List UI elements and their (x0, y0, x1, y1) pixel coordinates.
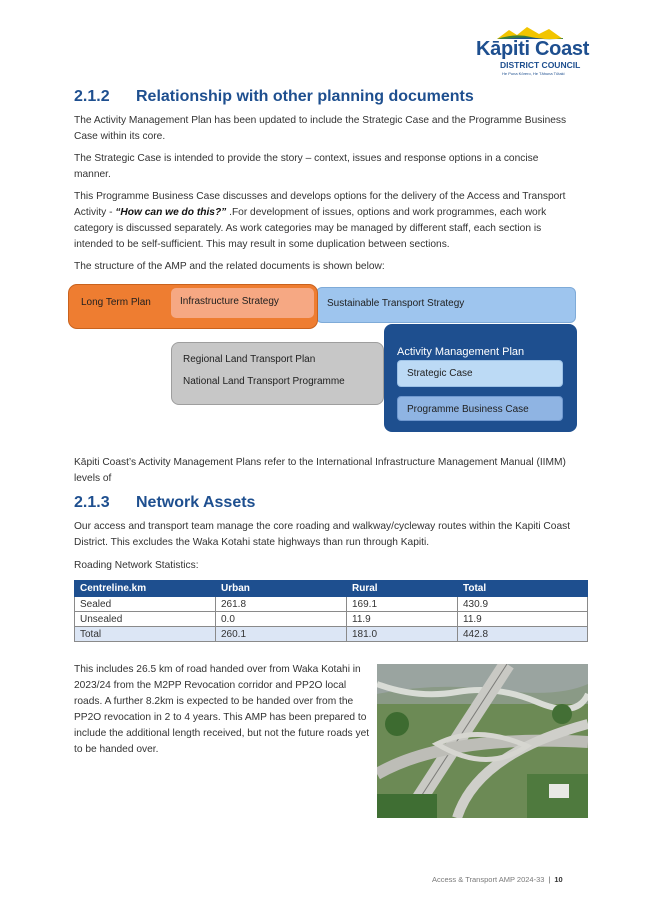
table-cell: Unsealed (75, 612, 216, 627)
paragraph: Kāpiti Coast’s Activity Management Plans refer to the International Infrastructure Management Manual (IIMM) levels of (74, 457, 566, 484)
paragraph: The Strategic Case is intended to provide the story – context, issues and response options in a concise manner. (74, 153, 539, 180)
strategic-case-box (397, 360, 563, 387)
section-number: 2.1.2 (74, 88, 110, 105)
section-title: Network Assets (136, 494, 256, 511)
infrastructure-strategy-box (171, 288, 314, 318)
table-cell: 0.0 (216, 612, 347, 627)
paragraph: The Activity Management Plan has been updated to include the Strategic Case and the Programme Business Case within its core. (74, 115, 567, 142)
footer-separator: | (548, 875, 551, 884)
column-header: Rural (347, 581, 458, 597)
box-title: Activity Management Plan (397, 346, 525, 358)
table-row (75, 627, 588, 642)
paragraph-text: .For development of issues, options and work programmes, each work category is discussed separately. As work categories may be managed by different staff, each section is intended to be self-sufficient. This may result in some duplication between sections. (74, 207, 547, 250)
box-label: Infrastructure Strategy (180, 296, 279, 307)
table-cell: 442.8 (458, 627, 588, 642)
table-cell: Total (75, 627, 216, 642)
table-cell: 11.9 (347, 612, 458, 627)
column-header: Total (458, 581, 588, 597)
page-footer (432, 875, 563, 884)
table-header-row (75, 581, 588, 597)
paragraph: The structure of the AMP and the related documents is shown below: (74, 261, 385, 272)
sustainable-transport-strategy-box (316, 287, 576, 323)
logo-name: Kāpiti Coast (476, 38, 590, 60)
paragraph: Our access and transport team manage the core roading and walkway/cycleway routes within the Kapiti Coast District. This excludes the Waka Kotahi state highways than run through Kapiti. (74, 521, 571, 548)
paragraph: This includes 26.5 km of road handed over from Waka Kotahi in 2023/24 from the M2PP Revocation corridor and PP2O local roads. A further 8.2km is expected to be handed over from the PP2O revocation in 2 to 4 years. This AMP has been prepared to include the additional length received, but not the future roads yet to be handed over. (74, 664, 370, 755)
logo-motto: He Puna Kōrero, He Tāhuna Tūtaki (502, 71, 565, 76)
roading-network-table (74, 580, 588, 642)
column-header: Centreline.km (75, 581, 216, 597)
logo-subtitle: DISTRICT COUNCIL (500, 60, 581, 70)
table-cell: 260.1 (216, 627, 347, 642)
section-number: 2.1.3 (74, 494, 110, 511)
interchange-aerial-photo (377, 664, 588, 818)
table-cell: Sealed (75, 597, 216, 612)
regional-national-plan-box (171, 342, 384, 405)
section-heading-2-1-2 (74, 88, 474, 106)
table-cell: 261.8 (216, 597, 347, 612)
box-label: Long Term Plan (81, 297, 151, 308)
box-label: Sustainable Transport Strategy (327, 298, 465, 309)
programme-business-case-box (397, 396, 563, 421)
footer-doc-title: Access & Transport AMP 2024-33 (432, 875, 545, 884)
box-label: National Land Transport Programme (183, 376, 345, 387)
council-logo (468, 26, 593, 78)
activity-management-plan-box (384, 324, 577, 432)
amp-structure-diagram (68, 284, 578, 434)
table-caption: Roading Network Statistics: (74, 560, 199, 571)
page-number: 10 (554, 875, 563, 884)
box-label: Programme Business Case (407, 404, 529, 415)
table-cell: 11.9 (458, 612, 588, 627)
table-cell: 430.9 (458, 597, 588, 612)
paragraph-text: This Programme Business Case discusses and develops options for the delivery of the Access and Transport Activity - (74, 191, 566, 218)
table-cell: 169.1 (347, 597, 458, 612)
section-title: Relationship with other planning documents (136, 88, 474, 105)
section-heading-2-1-3 (74, 494, 255, 512)
emphasis-text: “How can we do this?” (115, 207, 227, 218)
table-row (75, 612, 588, 627)
table-row (75, 597, 588, 612)
box-label: Strategic Case (407, 368, 473, 379)
paragraph (74, 189, 574, 253)
column-header: Urban (216, 581, 347, 597)
box-label: Regional Land Transport Plan (183, 354, 316, 365)
table-cell: 181.0 (347, 627, 458, 642)
